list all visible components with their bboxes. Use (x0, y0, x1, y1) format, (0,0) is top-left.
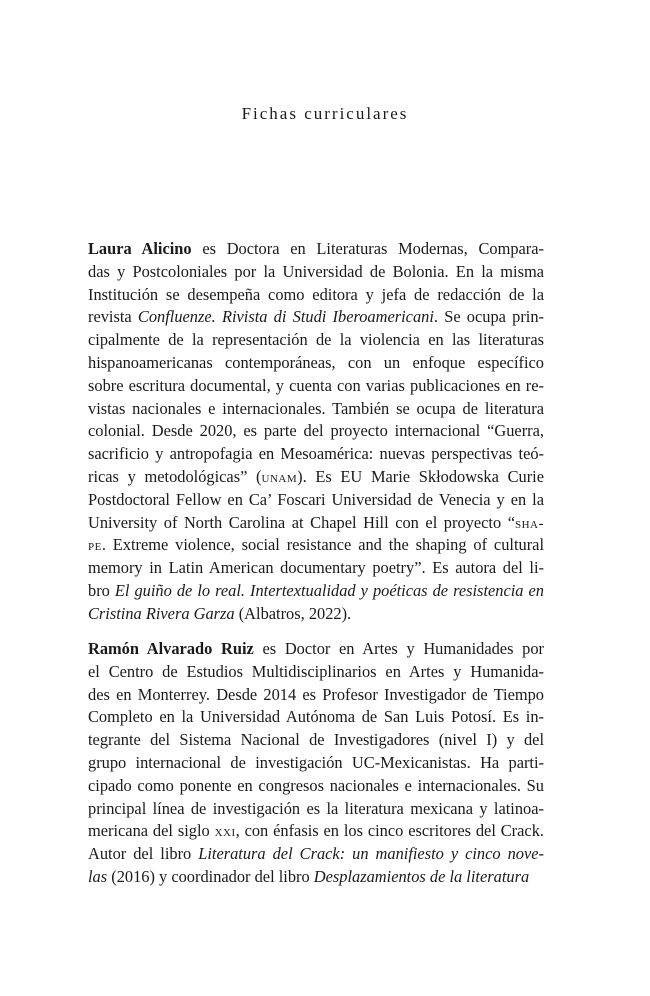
body-text: tegrante del Sistema Nacional de Investigadores (nivel I) y del (88, 730, 544, 750)
text-line (88, 775, 544, 798)
text-line (88, 489, 544, 512)
text-line (88, 603, 544, 626)
body-text: bro (88, 580, 115, 600)
text-line (88, 466, 544, 489)
body-text: mericana del siglo (88, 821, 215, 841)
body-text: cipado como ponente en congresos nacionales e internacionales. Su (88, 775, 544, 795)
italic-title: Confluenze. Rivista di Studi Iberoamericani (137, 307, 434, 327)
text-line (88, 729, 544, 752)
body-text: ). Es EU Marie Skłodowska Curie (297, 466, 544, 486)
text-line (88, 557, 544, 580)
text-line (88, 684, 544, 707)
author-name: Laura Alicino (88, 239, 192, 258)
text-line (88, 443, 544, 466)
text-line (88, 866, 544, 889)
text-line (88, 820, 544, 843)
text-line (88, 638, 544, 661)
body-text: des en Monterrey. Desde 2014 es Profesor Investigador de Tiempo (88, 684, 544, 704)
body-text: University of North Carolina at Chapel Hill con el proyecto “ (88, 512, 515, 532)
italic-title: Desplazamientos de la literatura (313, 866, 530, 886)
body-text: revista (88, 307, 138, 327)
body-text: memory in Latin American documentary poetry”. Es autora del li- (88, 558, 544, 578)
author-name: Ramón Alvarado Ruiz (88, 639, 254, 658)
italic-title: Cristina Rivera Garza (88, 603, 235, 623)
text-line (88, 512, 544, 535)
body-text: colonial. Desde 2020, es parte del proyecto internacional “Guerra, (88, 421, 544, 441)
body-text: (Albatros, 2022). (234, 603, 352, 623)
page-title: Fichas curriculares (241, 104, 409, 123)
text-line (88, 375, 544, 398)
body-text: . Se ocupa prin- (433, 307, 544, 327)
italic-title: El guiño de lo real. Intertextualidad y poéticas de resistencia en (114, 580, 544, 600)
body-text: sacrificio y antropofagia en Mesoamérica: nuevas perspectivas teó- (88, 444, 544, 464)
bio-ramon-alvarado-ruiz (88, 638, 544, 889)
text-line (88, 306, 544, 329)
italic-title: Literatura del Crack: un manifiesto y cinco nove- (198, 844, 544, 864)
body-text: principal línea de investigación es la literatura mexicana y latinoa- (88, 798, 544, 818)
text-line (88, 329, 544, 352)
text-line (88, 261, 544, 284)
italic-title: las (88, 866, 108, 886)
small-caps-text: unam (261, 469, 298, 486)
body-text: sobre escritura documental, y cuenta con varias publicaciones en re- (88, 375, 544, 395)
text-line (88, 398, 544, 421)
text-line (88, 706, 544, 729)
text-line (88, 352, 544, 375)
body-text: , con énfasis en los cinco escritores del Crack. (235, 821, 544, 841)
body-text: Completo en la Universidad Autónoma de San Luis Potosí. Es in- (88, 707, 544, 727)
body-text: es Doctor en Artes y Humanidades por (253, 639, 544, 658)
text-line (88, 752, 544, 775)
text-line (88, 798, 544, 821)
text-line (88, 534, 544, 557)
small-caps-text: xxi (214, 824, 236, 841)
body-text: vistas nacionales e internacionales. También se ocupa de literatura (88, 398, 544, 418)
text-line (88, 420, 544, 443)
body-text: Autor del libro (88, 844, 199, 864)
body-text: . Extreme violence, social resistance and the shaping of cultural (101, 535, 544, 555)
body-text: Postdoctoral Fellow en Ca’ Foscari Universidad de Venecia y en la (88, 489, 544, 509)
text-line (88, 238, 544, 261)
body-text: grupo internacional de investigación UC-Mexicanistas. Ha parti- (88, 752, 544, 772)
body-text: cipalmente de la representación de la violencia en las literaturas (88, 330, 544, 350)
small-caps-text: sha- (514, 515, 544, 532)
body-text: es Doctora en Literaturas Modernas, Compara- (191, 239, 544, 258)
text-line (88, 580, 544, 603)
text-line (88, 843, 544, 866)
small-caps-text: pe (88, 538, 102, 555)
body-text: ricas y metodológicas” ( (88, 466, 262, 486)
body-text: Institución se desempeña como editora y jefa de redacción de la (88, 284, 544, 304)
bio-laura-alicino (88, 238, 544, 626)
body-text: el Centro de Estudios Multidisciplinarios en Artes y Humanida- (88, 661, 544, 681)
body-text: hispanoamericanas contemporáneas, con un enfoque específico (88, 352, 544, 372)
body-text: (2016) y coordinador del libro (107, 866, 314, 886)
body-text: das y Postcoloniales por la Universidad de Bolonia. En la misma (88, 261, 544, 281)
text-line (88, 284, 544, 307)
text-line (88, 661, 544, 684)
